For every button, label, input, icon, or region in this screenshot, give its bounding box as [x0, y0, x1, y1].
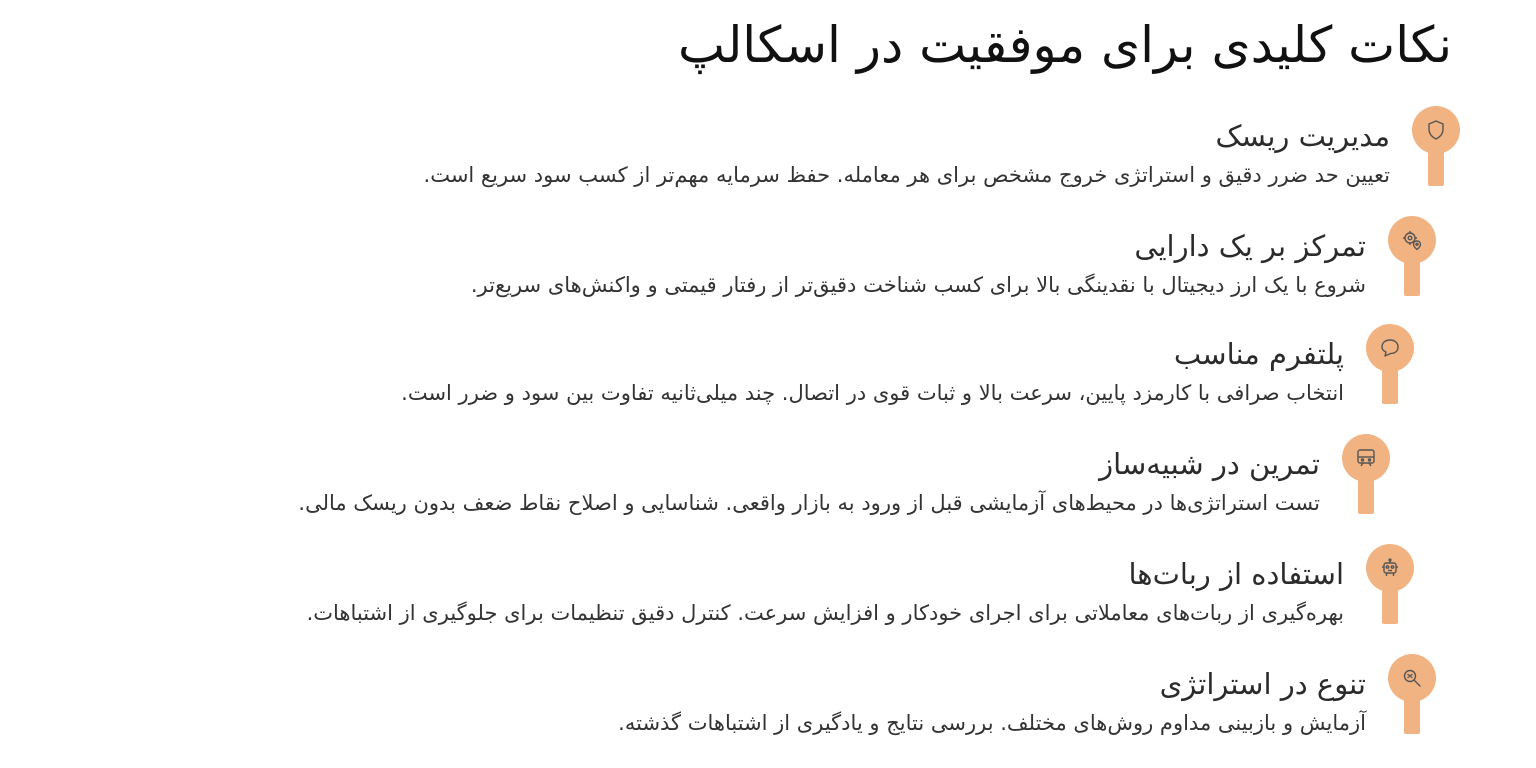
page-title: نکات کلیدی برای موفقیت در اسکالپ — [677, 16, 1452, 74]
gear-location-icon — [1400, 228, 1424, 252]
robot-icon — [1378, 556, 1402, 580]
tip-title: پلتفرم مناسب — [1173, 337, 1344, 371]
pin-marker — [1388, 654, 1436, 734]
tip-description: انتخاب صرافی با کارمزد پایین، سرعت بالا و ثبات قوی در اتصال. چند میلی‌ثانیه تفاوت بین سود و ضرر است. — [401, 381, 1344, 405]
tip-item — [236, 216, 1436, 306]
tip-description: تعیین حد ضرر دقیق و استراتژی خروج مشخص برای هر معامله. حفظ سرمایه مهم‌تر از کسب سود سریع است. — [423, 163, 1390, 187]
tip-item — [236, 654, 1436, 744]
tip-item — [90, 434, 1390, 524]
pin-marker — [1366, 544, 1414, 624]
tip-item — [214, 324, 1414, 414]
tip-item — [164, 544, 1414, 634]
tip-title: استفاده از ربات‌ها — [1128, 557, 1344, 591]
pin-marker — [1342, 434, 1390, 514]
pin-marker — [1412, 106, 1460, 186]
tip-item — [260, 106, 1460, 196]
simulator-icon — [1354, 446, 1378, 470]
tip-title: تمرین در شبیه‌ساز — [1099, 447, 1320, 481]
tip-description: آزمایش و بازبینی مداوم روش‌های مختلف. بررسی نتایج و یادگیری از اشتباهات گذشته. — [618, 711, 1366, 735]
magnifier-icon — [1400, 666, 1424, 690]
tip-description: تست استراتژی‌ها در محیط‌های آزمایشی قبل از ورود به بازار واقعی. شناسایی و اصلاح نقاط ضعف بدون ریسک مالی. — [298, 491, 1320, 515]
tip-title: مدیریت ریسک — [1215, 119, 1390, 153]
pin-marker — [1388, 216, 1436, 296]
tip-title: تمرکز بر یک دارایی — [1134, 229, 1366, 263]
chat-bubble-icon — [1378, 336, 1402, 360]
tip-title: تنوع در استراتژی — [1159, 667, 1366, 701]
tip-description: شروع با یک ارز دیجیتال با نقدینگی بالا برای کسب شناخت دقیق‌تر از رفتار قیمتی و واکنش‌های سریع‌تر. — [470, 273, 1366, 297]
tip-description: بهره‌گیری از ربات‌های معاملاتی برای اجرای خودکار و افزایش سرعت. کنترل دقیق تنظیمات برای جلوگیری از اشتباهات. — [306, 601, 1344, 625]
shield-icon — [1424, 118, 1448, 142]
pin-marker — [1366, 324, 1414, 404]
